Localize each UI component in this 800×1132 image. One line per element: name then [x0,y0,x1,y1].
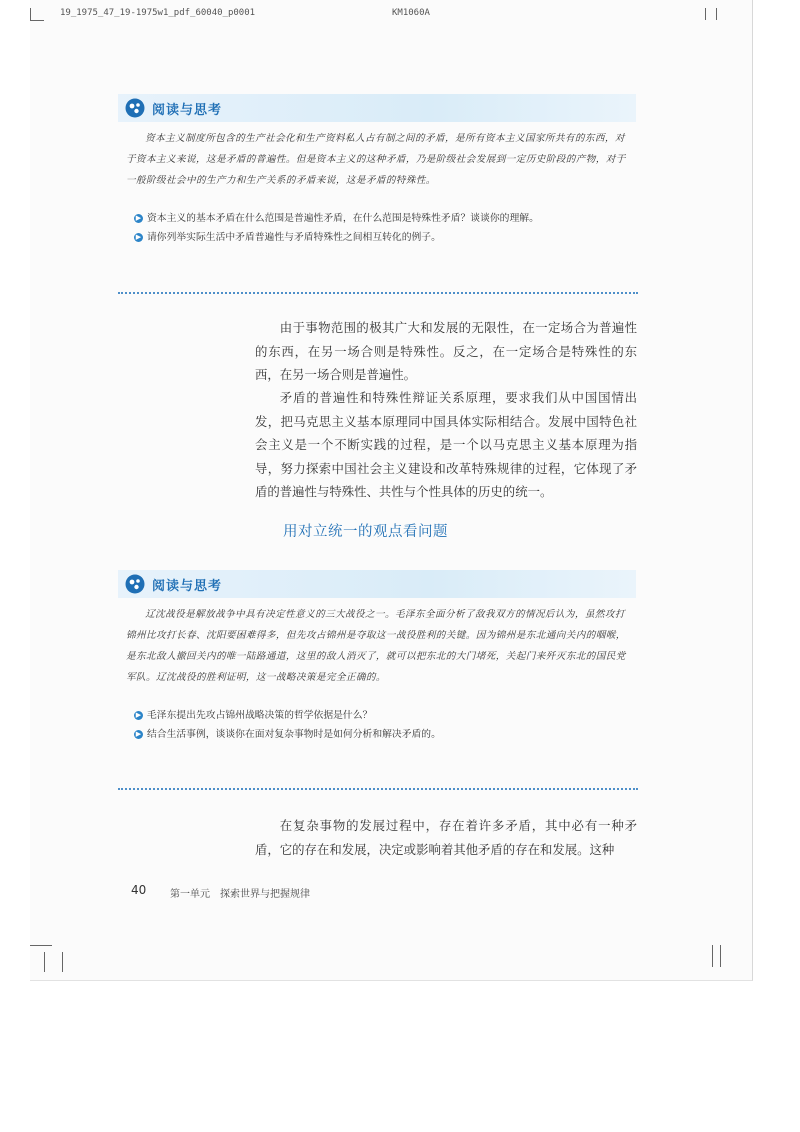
unit-label: 第一单元 探索世界与把握规律 [170,889,310,900]
crop-mark [30,8,31,20]
dotted-divider [118,292,638,294]
crop-mark [30,20,44,21]
question-text: 请你列举实际生活中矛盾普遍性与矛盾特殊性之间相互转化的例子。 [147,232,441,243]
reading-box-text: 资本主义制度所包含的生产社会化和生产资料私人占有制之间的矛盾，是所有资本主义国家所共有的东西，对于资本主义来说，这是矛盾的普遍性。但是资本主义的这种矛盾，乃是阶级社会发展到一定历史阶段的产物，对于一般阶级社会中的生产力和生产关系的矛盾来说，这是矛盾的特殊性。 [126,133,626,186]
scan-code: KM1060A [392,8,430,18]
question-list [134,706,636,744]
reading-box-2 [118,570,636,744]
crop-mark [705,8,706,20]
dotted-divider [118,788,638,790]
body-paragraph: 在复杂事物的发展过程中，存在着许多矛盾，其中必有一种矛盾，它的存在和发展，决定或影响着其他矛盾的存在和发展。这种 [255,818,637,857]
reading-box-1 [118,94,636,247]
body-paragraph: 矛盾的普遍性和特殊性辩证关系原理，要求我们从中国国情出发，把马克思主义基本原理同中国具体实际相结合。发展中国特色社会主义是一个不断实践的过程，是一个以马克思主义基本原理为指导，努力探索中国社会主义建设和改革特殊规律的过程，它体现了矛盾的普遍性与特殊性、共性与个性具体的历史的统一。 [255,390,637,499]
arrow-bullet-icon: ▶ [135,233,142,241]
question-text: 结合生活事例，谈谈你在面对复杂事物时是如何分析和解决矛盾的。 [147,729,441,740]
question-item [134,209,636,228]
reading-box-title: 阅读与思考 [152,102,223,118]
question-item [134,706,636,725]
scan-header: 19_1975_47_19-1975w1_pdf_60040_p0001 [60,8,256,18]
reading-icon [124,573,146,595]
crop-mark [30,945,52,946]
arrow-bullet-icon: ▶ [135,214,142,222]
crop-mark [44,952,45,972]
question-item [134,228,636,247]
reading-icon [124,97,146,119]
body-paragraph: 由于事物范围的极其广大和发展的无限性，在一定场合为普遍性的东西，在另一场合则是特殊性。反之，在一定场合是特殊性的东西，在另一场合则是普遍性。 [255,320,637,382]
reading-box-header [118,94,636,122]
question-item [134,725,636,744]
reading-box-header [118,570,636,598]
reading-box-title: 阅读与思考 [152,578,223,594]
arrow-bullet-icon: ▶ [135,711,142,719]
crop-mark [712,945,713,967]
reading-box-text: 辽沈战役是解放战争中具有决定性意义的三大战役之一。毛泽东全面分析了敌我双方的情况后认为，虽然攻打锦州比攻打长春、沈阳要困难得多，但先攻占锦州是夺取这一战役胜利的关键。因为锦州是东北通向关内的咽喉，是东北敌人撤回关内的唯一陆路通道，这里的敌人消灭了，就可以把东北的大门堵死，关起门来歼灭东北的国民党军队。辽沈战役的胜利证明，这一战略决策是完全正确的。 [126,609,626,683]
page-number: 40 [131,883,147,897]
section-title: 用对立统一的观点看问题 [283,524,448,540]
crop-mark [62,952,63,972]
question-text: 毛泽东提出先攻占锦州战略决策的哲学依据是什么？ [147,710,373,721]
question-list [134,209,636,247]
arrow-bullet-icon: ▶ [135,730,142,738]
crop-mark [716,8,717,20]
question-text: 资本主义的基本矛盾在什么范围是普遍性矛盾，在什么范围是特殊性矛盾？谈谈你的理解。 [147,213,539,224]
crop-mark [720,945,721,967]
